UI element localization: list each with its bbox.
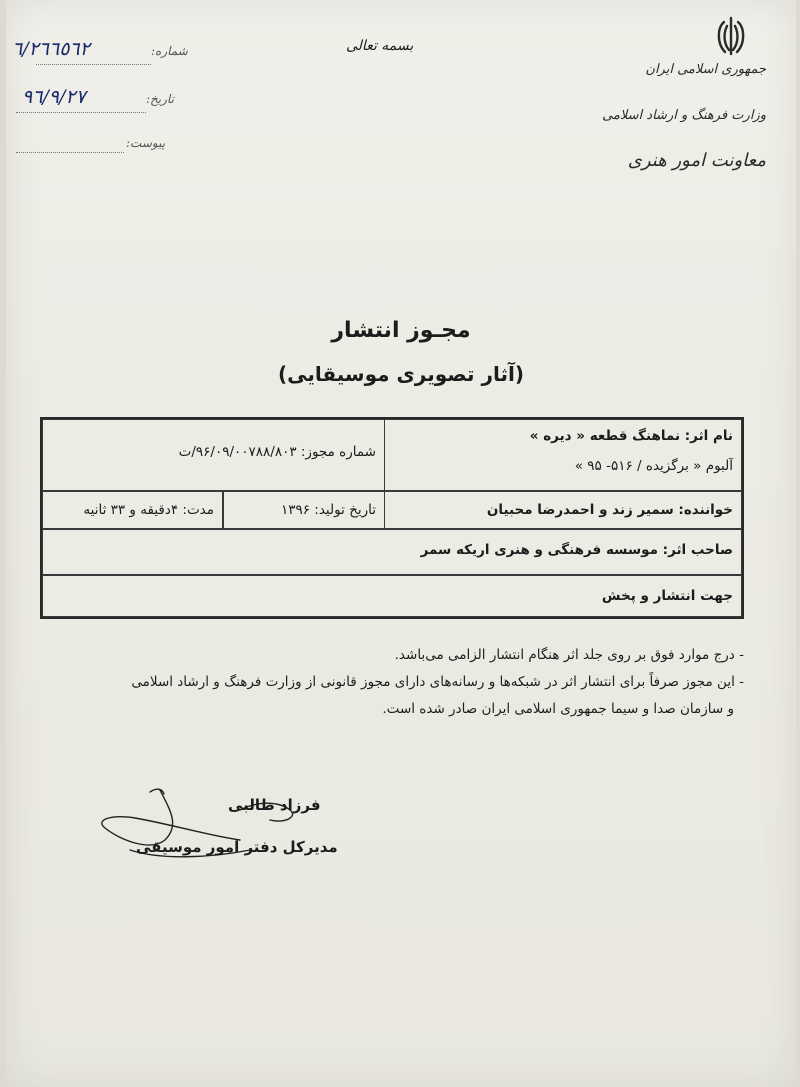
work-name-cell: [383, 419, 742, 491]
letter-date-label: تاریخ:: [146, 92, 174, 106]
permit-number-cell: [42, 419, 385, 491]
duration-cell: مدت: ۴دقیقه و ۳۳ ثانیه: [42, 491, 223, 529]
document-title: مجـوز انتشار: [331, 318, 471, 343]
signer-name: فرزاد طالبی: [228, 796, 321, 814]
iran-emblem-icon: [711, 14, 751, 58]
letterhead-department: معاونت امور هنری: [627, 150, 766, 171]
attachment-underline: [16, 152, 124, 153]
attachment-label: پیوست:: [126, 136, 166, 150]
notes-block: [34, 642, 744, 723]
letter-number-label: شماره:: [151, 44, 188, 58]
letterhead-ministry: وزارت فرهنگ و ارشاد اسلامی: [602, 108, 766, 123]
number-underline: [36, 64, 151, 65]
purpose-cell: جهت انتشار و پخش: [42, 575, 742, 617]
work-name: نام اثر: نماهنگ قطعه « دیره »: [529, 428, 733, 444]
permit-number: شماره مجوز: ۹۶/۰۹/۰۰۷۸۸/۸۰۳/ت: [178, 444, 376, 460]
letter-number-value: ٦/٢٦٦٥٦٢: [12, 38, 90, 60]
permit-table: [40, 417, 744, 619]
album-name: آلبوم « برگزیده / ۵۱۶- ۹۵ »: [574, 458, 733, 474]
handwritten-signature: [90, 780, 320, 870]
production-date-cell: تاریخ تولید: ۱۳۹۶: [223, 491, 385, 529]
date-underline: [16, 112, 146, 113]
document-subtitle: (آثار تصویری موسیقایی): [277, 362, 525, 386]
owner-cell: صاحب اثر: موسسه فرهنگی و هنری اریکه سمر: [42, 529, 742, 575]
document-page: [6, 0, 796, 1087]
note-line: - این مجوز صرفاً برای انتشار اثر در شبکه‌ها و رسانه‌های دارای مجوز قانونی از وزارت فرهنگ و ارشاد اسلامی: [131, 674, 744, 690]
note-line: و سازمان صدا و سیما جمهوری اسلامی ایران صادر شده است.: [382, 701, 734, 717]
letterhead-country: جمهوری اسلامی ایران: [645, 62, 766, 77]
basmala: بسمه تعالی: [346, 38, 414, 54]
signer-title: مدیرکل دفتر امور موسیقی: [136, 838, 338, 856]
note-line: - درج موارد فوق بر روی جلد اثر هنگام انتشار الزامی می‌باشد.: [394, 647, 744, 663]
letter-date-value: ٩٦/٩/٢٧: [22, 86, 86, 108]
singer-cell: خواننده: سمیر زند و احمدرضا محبیان: [383, 491, 742, 529]
